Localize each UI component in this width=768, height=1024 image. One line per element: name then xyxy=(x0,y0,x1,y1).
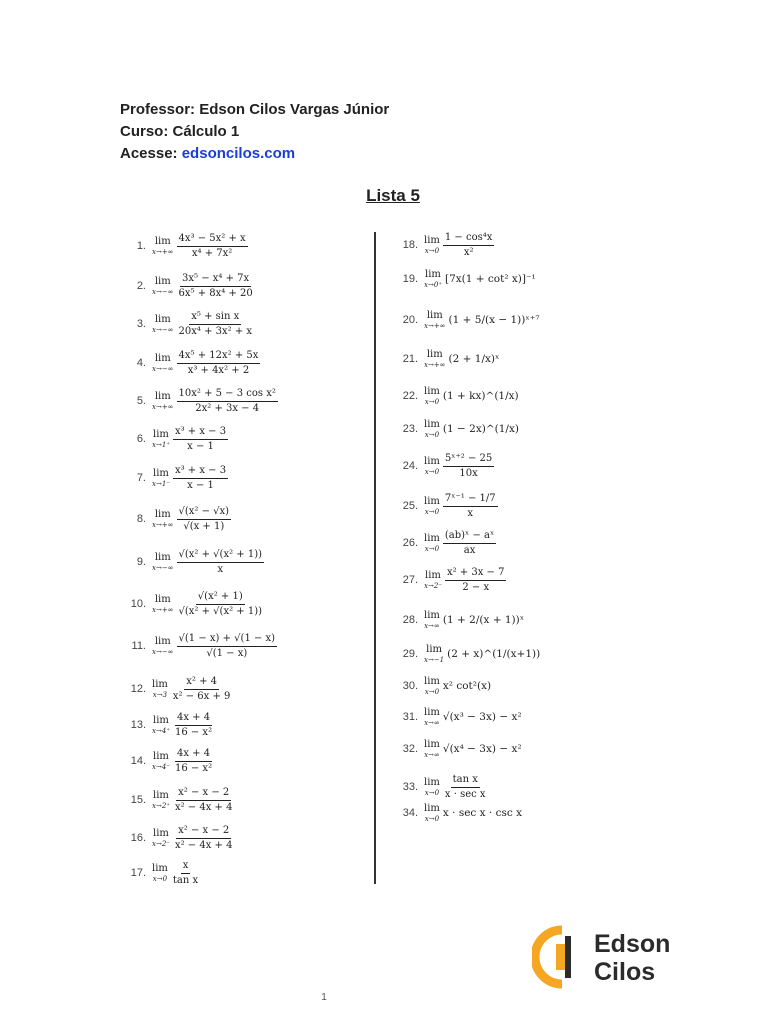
problem-9 xyxy=(116,548,264,576)
lim-word: lim xyxy=(154,551,171,563)
problem-number: 28. xyxy=(402,614,418,626)
lim-word: lim xyxy=(153,428,169,440)
lim-word: lim xyxy=(424,455,440,467)
limit-operator xyxy=(152,237,174,256)
limit-subscript: x→−∞ xyxy=(152,325,174,334)
problem-number: 4. xyxy=(136,357,146,369)
limit-operator xyxy=(424,311,446,330)
lim-word: lim xyxy=(424,234,440,246)
problem-number: 32. xyxy=(402,743,418,755)
fraction xyxy=(173,465,228,491)
numerator: x³ + x − 3 xyxy=(173,465,228,479)
problem-number: 13. xyxy=(130,719,146,731)
limit-operator xyxy=(424,534,440,553)
limit-operator xyxy=(424,778,440,797)
fraction xyxy=(177,591,264,617)
problem-number: 15. xyxy=(130,794,146,806)
limit-subscript: x→0 xyxy=(424,814,440,823)
page-number: 1 xyxy=(321,992,327,1003)
numerator: x² − x − 2 xyxy=(176,787,231,801)
limit-subscript: x→0 xyxy=(152,874,168,883)
limit-subscript: x→+∞ xyxy=(424,360,446,369)
limit-subscript: x→0 xyxy=(424,687,440,696)
limit-subscript: x→0 xyxy=(424,507,440,516)
denominator: x² − 4x + 4 xyxy=(174,839,233,851)
limit-operator xyxy=(152,354,174,373)
fraction xyxy=(173,712,214,738)
numerator: 1 − cos⁴x xyxy=(443,232,495,246)
limit-operator xyxy=(424,457,440,476)
problem-6 xyxy=(116,425,228,453)
lim-word: lim xyxy=(424,385,440,397)
website-link[interactable]: edsoncilos.com xyxy=(181,145,296,162)
professor-name: Edson Cilos Vargas Júnior xyxy=(199,101,390,118)
problem-number: 14. xyxy=(130,755,146,767)
limit-subscript: x→0 xyxy=(424,544,440,553)
lim-word: lim xyxy=(426,643,443,655)
lim-word: lim xyxy=(425,268,441,280)
fraction xyxy=(173,426,228,452)
lim-word: lim xyxy=(426,309,443,321)
limit-subscript: x→3 xyxy=(152,690,168,699)
denominator: x² xyxy=(463,246,474,258)
problem-34 xyxy=(386,799,522,827)
numerator: 5ˣ⁺² − 25 xyxy=(443,453,494,467)
denominator: 2 − x xyxy=(462,581,490,593)
lim-word: lim xyxy=(152,678,168,690)
limit-subscript: x→−∞ xyxy=(152,647,174,656)
numerator: 4x + 4 xyxy=(175,712,212,726)
limit-subscript: x→1⁻ xyxy=(152,479,170,488)
denominator: x xyxy=(467,507,474,519)
problem-33 xyxy=(386,773,488,801)
limit-subscript: x→2⁻ xyxy=(424,581,442,590)
limit-subscript: x→0 xyxy=(424,246,440,255)
logo-text-line1: Edson xyxy=(594,930,671,958)
problem-29 xyxy=(386,640,540,668)
fraction xyxy=(171,676,233,702)
professor-row xyxy=(120,99,389,121)
problem-number: 23. xyxy=(402,423,418,435)
logo-mark-icon xyxy=(535,930,571,984)
course-label: Curso: xyxy=(120,123,169,140)
limit-operator xyxy=(424,611,440,630)
expression: [7x(1 + cot² x)]⁻¹ xyxy=(444,273,536,285)
document-header xyxy=(120,99,389,165)
limit-operator xyxy=(152,716,170,735)
limit-subscript: x→−∞ xyxy=(152,364,174,373)
fraction xyxy=(177,273,255,299)
problem-number: 25. xyxy=(402,500,418,512)
fraction xyxy=(177,233,248,259)
denominator: ax xyxy=(463,544,476,556)
denominator: 2x² + 3x − 4 xyxy=(195,402,260,414)
logo-text-line2: Cilos xyxy=(594,958,656,986)
problem-12 xyxy=(116,675,232,703)
numerator: 4x³ − 5x² + x xyxy=(177,233,248,247)
problem-15 xyxy=(116,786,234,814)
lim-word: lim xyxy=(154,635,171,647)
limit-subscript: x→+∞ xyxy=(152,402,174,411)
expression: (1 + kx)^(1/x) xyxy=(442,390,519,402)
limit-subscript: x→0 xyxy=(424,397,440,406)
lim-word: lim xyxy=(424,675,440,687)
fraction xyxy=(443,493,498,519)
problem-21 xyxy=(386,345,499,373)
numerator: √(1 − x) + √(1 − x) xyxy=(177,633,278,647)
limit-subscript: x→+∞ xyxy=(152,605,174,614)
expression: x² cot²(x) xyxy=(442,680,492,692)
denominator: x · sec x xyxy=(444,788,486,800)
access-row xyxy=(120,143,389,165)
problem-23 xyxy=(386,415,519,443)
limit-operator xyxy=(152,315,174,334)
limit-operator xyxy=(424,740,440,759)
numerator: √(x² + √(x² + 1)) xyxy=(177,549,264,563)
problem-number: 16. xyxy=(130,832,146,844)
problem-number: 11. xyxy=(131,640,146,652)
problem-24 xyxy=(386,452,494,480)
lim-word: lim xyxy=(424,802,440,814)
edson-cilos-logo xyxy=(532,922,678,1000)
limit-subscript: x→4⁺ xyxy=(152,726,170,735)
fraction xyxy=(177,350,261,376)
limit-operator xyxy=(424,804,440,823)
limit-operator xyxy=(152,680,168,699)
fraction xyxy=(177,633,278,659)
page-title: Lista 5 xyxy=(366,186,420,205)
denominator: √(x² + √(x² + 1)) xyxy=(178,605,262,617)
problem-number: 31. xyxy=(402,711,418,723)
lim-word: lim xyxy=(153,789,169,801)
problem-number: 5. xyxy=(136,395,146,407)
problem-20 xyxy=(386,306,540,334)
problem-18 xyxy=(386,231,494,259)
problem-14 xyxy=(116,747,214,775)
fraction xyxy=(443,232,495,258)
problem-30 xyxy=(386,672,491,700)
problem-22 xyxy=(386,382,519,410)
limit-operator xyxy=(424,571,442,590)
limit-subscript: x→−∞ xyxy=(152,287,174,296)
lim-word: lim xyxy=(152,862,168,874)
limit-subscript: x→+∞ xyxy=(424,321,446,330)
numerator: x² + 4 xyxy=(184,676,219,690)
denominator: 16 − x² xyxy=(174,726,213,738)
fraction xyxy=(177,549,264,575)
denominator: 6x⁵ + 8x⁴ + 20 xyxy=(178,287,253,299)
problem-13 xyxy=(116,711,214,739)
limit-operator xyxy=(152,469,170,488)
fraction xyxy=(445,567,507,593)
limit-operator xyxy=(424,708,440,727)
limit-operator xyxy=(424,270,442,289)
numerator: x⁵ + sin x xyxy=(189,311,241,325)
limit-operator xyxy=(424,497,440,516)
denominator: 20x⁴ + 3x² + x xyxy=(178,325,253,337)
problem-7 xyxy=(116,464,228,492)
denominator: x xyxy=(217,563,224,575)
lim-word: lim xyxy=(424,609,440,621)
denominator: x⁴ + 7x² xyxy=(191,247,233,259)
problem-number: 26. xyxy=(402,537,418,549)
problem-number: 12. xyxy=(130,683,146,695)
expression: (1 − 2x)^(1/x) xyxy=(442,423,519,435)
limit-operator xyxy=(424,387,440,406)
limit-subscript: x→−1 xyxy=(424,655,445,664)
problem-8 xyxy=(116,505,231,533)
denominator: x − 1 xyxy=(187,479,214,491)
problem-17 xyxy=(116,859,200,887)
limit-operator xyxy=(152,510,174,529)
problem-16 xyxy=(116,824,234,852)
numerator: x³ + x − 3 xyxy=(173,426,228,440)
fraction xyxy=(177,388,278,414)
problem-5 xyxy=(116,387,278,415)
problem-32 xyxy=(386,735,522,763)
limit-operator xyxy=(424,645,444,664)
access-label: Acesse: xyxy=(120,145,178,162)
lim-word: lim xyxy=(424,418,440,430)
lim-word: lim xyxy=(424,495,440,507)
lim-word: lim xyxy=(426,348,443,360)
limit-subscript: x→2⁺ xyxy=(152,801,170,810)
problem-number: 21. xyxy=(402,353,418,365)
numerator: 10x² + 5 − 3 cos x² xyxy=(177,388,278,402)
fraction xyxy=(443,774,488,800)
lim-word: lim xyxy=(154,235,171,247)
problem-2 xyxy=(116,272,255,300)
limit-operator xyxy=(152,791,170,810)
limit-subscript: x→2⁻ xyxy=(152,839,170,848)
expression: (1 + 5/(x − 1))ˣ⁺⁷ xyxy=(448,314,540,326)
fraction xyxy=(173,825,235,851)
problem-28 xyxy=(386,606,524,634)
lim-word: lim xyxy=(425,569,441,581)
denominator: x − 1 xyxy=(187,440,214,452)
limit-operator xyxy=(152,430,170,449)
numerator: x xyxy=(181,860,191,874)
lim-word: lim xyxy=(153,714,169,726)
column-divider xyxy=(374,232,376,884)
limit-operator xyxy=(152,829,170,848)
problem-10 xyxy=(116,590,264,618)
numerator: x² − x − 2 xyxy=(176,825,231,839)
numerator: 7ˣ⁻¹ − 1/7 xyxy=(443,493,498,507)
numerator: √(x² + 1) xyxy=(196,591,245,605)
limit-operator xyxy=(152,553,174,572)
limit-subscript: x→0 xyxy=(424,467,440,476)
denominator: 16 − x² xyxy=(174,762,213,774)
expression: √(x³ − 3x) − x² xyxy=(442,711,522,723)
problem-number: 27. xyxy=(402,574,418,586)
problem-number: 30. xyxy=(402,680,418,692)
limit-subscript: x→0 xyxy=(424,788,440,797)
problem-number: 3. xyxy=(136,318,146,330)
problem-number: 18. xyxy=(402,239,418,251)
denominator: x² − 4x + 4 xyxy=(174,801,233,813)
problem-4 xyxy=(116,349,260,377)
problem-number: 9. xyxy=(136,556,146,568)
problem-number: 6. xyxy=(136,433,146,445)
fraction xyxy=(443,530,496,556)
limit-subscript: x→+∞ xyxy=(152,247,174,256)
limit-operator xyxy=(424,677,440,696)
problem-number: 17. xyxy=(130,867,146,879)
fraction xyxy=(173,748,214,774)
lim-word: lim xyxy=(153,827,169,839)
lim-word: lim xyxy=(424,738,440,750)
problem-11 xyxy=(116,632,277,660)
expression: √(x⁴ − 3x) − x² xyxy=(442,743,522,755)
problem-19 xyxy=(386,265,536,293)
lim-word: lim xyxy=(154,275,171,287)
numerator: tan x xyxy=(451,774,480,788)
denominator: 10x xyxy=(459,467,478,479)
lim-word: lim xyxy=(154,593,171,605)
lim-word: lim xyxy=(154,390,171,402)
numerator: (ab)ˣ − aˣ xyxy=(443,530,496,544)
numerator: √(x² − √x) xyxy=(177,506,232,520)
problem-number: 7. xyxy=(136,472,146,484)
fraction xyxy=(171,860,200,886)
problem-25 xyxy=(386,492,498,520)
expression: (2 + x)^(1/(x+1)) xyxy=(447,648,541,660)
limit-operator xyxy=(152,392,174,411)
expression: x · sec x · csc x xyxy=(442,807,522,819)
limit-operator xyxy=(424,236,440,255)
lim-word: lim xyxy=(424,776,440,788)
problem-number: 1. xyxy=(136,240,146,252)
fraction xyxy=(173,787,235,813)
limit-subscript: x→−∞ xyxy=(152,563,174,572)
limit-subscript: x→1⁺ xyxy=(152,440,170,449)
problem-31 xyxy=(386,703,522,731)
denominator: tan x xyxy=(172,874,199,886)
limit-subscript: x→∞ xyxy=(424,621,440,630)
problem-number: 22. xyxy=(402,390,418,402)
numerator: 4x⁵ + 12x² + 5x xyxy=(177,350,261,364)
fraction xyxy=(177,506,232,532)
problem-number: 10. xyxy=(130,598,146,610)
problem-number: 20. xyxy=(402,314,418,326)
limit-operator xyxy=(424,350,446,369)
limit-subscript: x→4⁻ xyxy=(152,762,170,771)
lim-word: lim xyxy=(153,467,169,479)
limit-subscript: x→0⁺ xyxy=(424,280,442,289)
numerator: x² + 3x − 7 xyxy=(445,567,507,581)
problem-number: 19. xyxy=(402,273,418,285)
course-row xyxy=(120,121,389,143)
numerator: 3x⁵ − x⁴ + 7x xyxy=(180,273,251,287)
limit-subscript: x→+∞ xyxy=(152,520,174,529)
problem-27 xyxy=(386,566,506,594)
limit-subscript: x→∞ xyxy=(424,750,440,759)
problem-26 xyxy=(386,529,496,557)
denominator: √(x + 1) xyxy=(183,520,225,532)
lim-word: lim xyxy=(424,532,440,544)
limit-subscript: x→0 xyxy=(424,430,440,439)
numerator: 4x + 4 xyxy=(175,748,212,762)
problem-number: 29. xyxy=(402,648,418,660)
course-name: Cálculo 1 xyxy=(172,123,240,140)
lim-word: lim xyxy=(154,508,171,520)
problem-number: 2. xyxy=(136,280,146,292)
expression: (2 + 1/x)ˣ xyxy=(448,353,500,365)
problem-1 xyxy=(116,232,248,260)
expression: (1 + 2/(x + 1))ˣ xyxy=(442,614,525,626)
lim-word: lim xyxy=(424,706,440,718)
professor-label: Professor: xyxy=(120,101,196,118)
problem-number: 34. xyxy=(402,807,418,819)
limit-operator xyxy=(152,637,174,656)
denominator: x² − 6x + 9 xyxy=(172,690,231,702)
fraction xyxy=(177,311,255,337)
lim-word: lim xyxy=(153,750,169,762)
limit-operator xyxy=(152,752,170,771)
limit-operator xyxy=(152,277,174,296)
limit-operator xyxy=(424,420,440,439)
denominator: x³ + 4x² + 2 xyxy=(187,364,250,376)
lim-word: lim xyxy=(154,313,171,325)
limit-operator xyxy=(152,595,174,614)
problem-number: 8. xyxy=(136,513,146,525)
limit-operator xyxy=(152,864,168,883)
problem-number: 33. xyxy=(402,781,418,793)
problem-number: 24. xyxy=(402,460,418,472)
limit-subscript: x→∞ xyxy=(424,718,440,727)
problem-3 xyxy=(116,310,254,338)
fraction xyxy=(443,453,494,479)
lim-word: lim xyxy=(154,352,171,364)
denominator: √(1 − x) xyxy=(206,647,248,659)
